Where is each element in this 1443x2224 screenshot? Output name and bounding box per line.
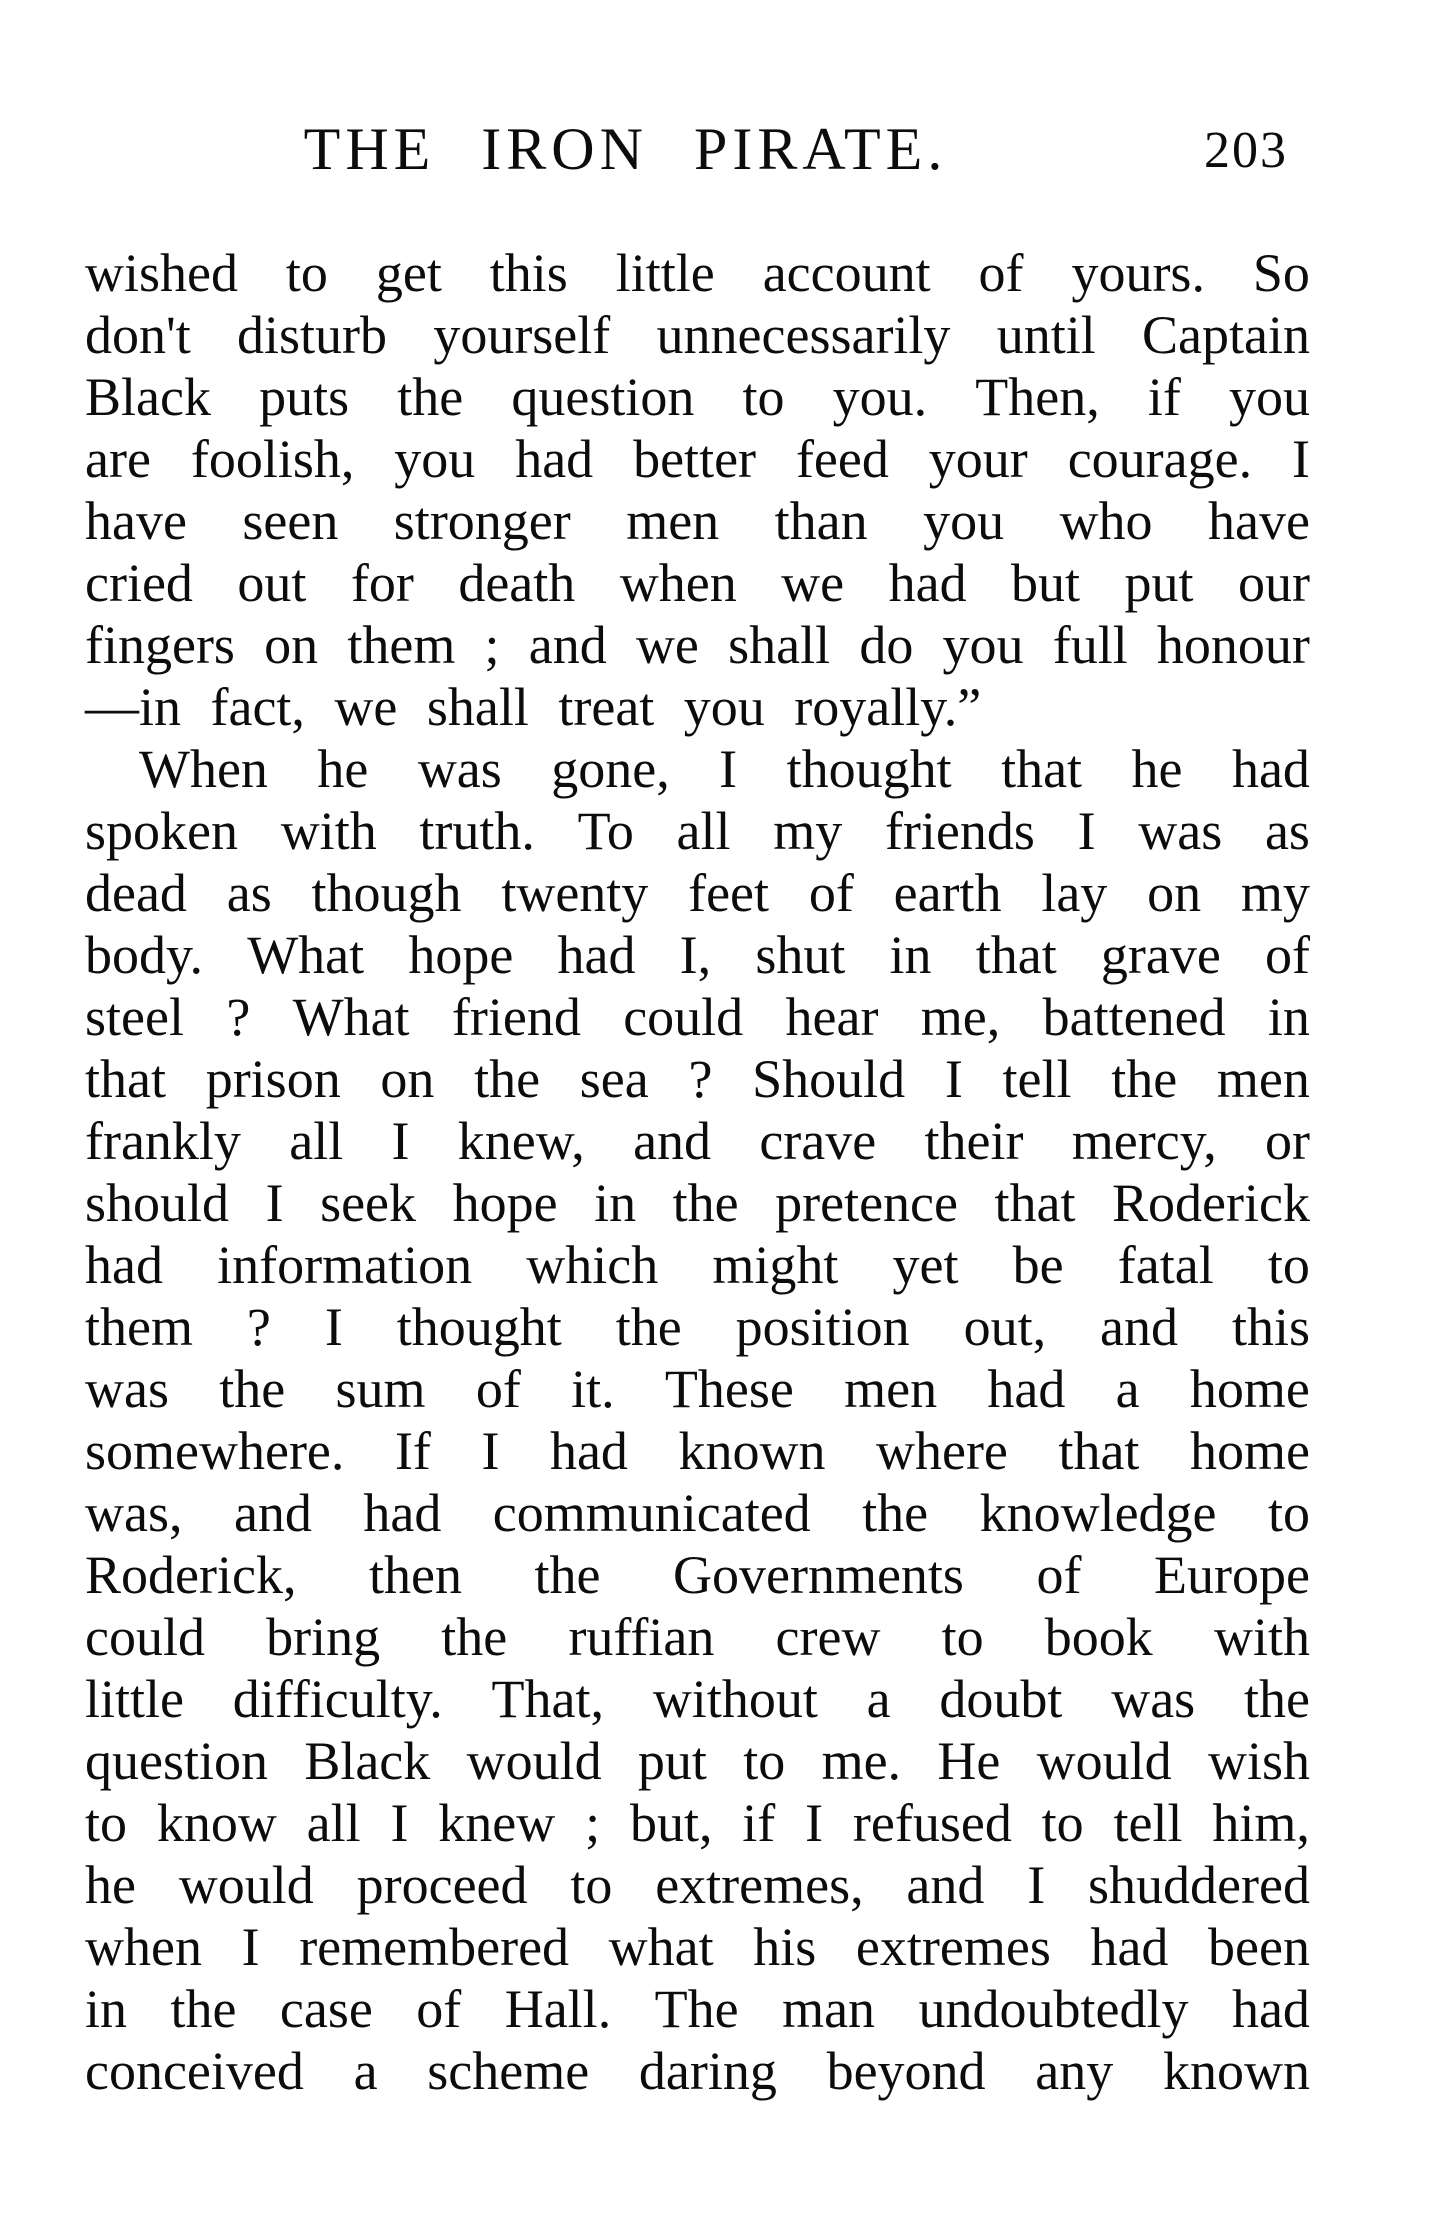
word: that [994, 1173, 1076, 1233]
word: I [944, 1049, 963, 1109]
word: Roderick [1112, 1173, 1310, 1233]
word: I [391, 1111, 410, 1171]
word: out [237, 553, 307, 613]
text-line [85, 1420, 1310, 1482]
word: information [217, 1235, 473, 1295]
word: this [489, 243, 568, 303]
word: He [937, 1731, 1001, 1791]
word: without [652, 1669, 818, 1729]
word: might [712, 1235, 839, 1295]
word: When [139, 739, 268, 799]
word: to [285, 243, 328, 303]
text-line [85, 1792, 1310, 1854]
word: if [742, 1793, 776, 1853]
word: daring [638, 2041, 777, 2101]
word: home [1189, 1421, 1310, 1481]
word: be [1012, 1235, 1064, 1295]
word: Europe [1154, 1545, 1310, 1605]
word: him, [1212, 1793, 1310, 1853]
word: as [226, 863, 272, 923]
word: better [633, 429, 757, 489]
word: the [1243, 1669, 1310, 1729]
word: and [633, 1111, 712, 1171]
word: What [247, 925, 365, 985]
word: position [735, 1297, 910, 1357]
word: should [85, 1173, 230, 1233]
word: difficulty. [232, 1669, 443, 1729]
word: courage. [1067, 429, 1253, 489]
word: dead [85, 863, 187, 923]
word: crave [759, 1111, 877, 1171]
word: doubt [939, 1669, 1063, 1729]
word: to [570, 1855, 613, 1915]
word: sea [579, 1049, 649, 1109]
word: had [888, 553, 967, 613]
word: all [306, 1793, 361, 1853]
word: but [1011, 553, 1081, 613]
word: was [85, 1359, 169, 1419]
word: his [753, 1917, 817, 1977]
word: known [1162, 2041, 1310, 2101]
word: question [511, 367, 695, 427]
text-line [85, 2040, 1310, 2102]
word: puts [259, 367, 350, 427]
word: truth. [419, 801, 535, 861]
word: foolish, [190, 429, 355, 489]
word: knowledge [979, 1483, 1217, 1543]
word: fingers [85, 615, 235, 675]
word: What [292, 987, 410, 1047]
word: battened [1042, 987, 1226, 1047]
word: could [85, 1607, 205, 1667]
word: to [742, 367, 785, 427]
word: I [1027, 1855, 1046, 1915]
word: who [1059, 491, 1153, 551]
word: I [1292, 429, 1310, 489]
word: So [1252, 243, 1310, 303]
word: had [363, 1483, 442, 1543]
text-line [85, 1730, 1310, 1792]
word: grave [1100, 925, 1221, 985]
word: remembered [299, 1917, 570, 1977]
word: Hall. [504, 1979, 612, 2039]
word: me. [821, 1731, 902, 1791]
word: to [743, 1731, 786, 1791]
word: friends [884, 801, 1035, 861]
word: That, [491, 1669, 605, 1729]
word: had [1231, 1979, 1310, 2039]
word: shut [755, 925, 846, 985]
word: could [623, 987, 744, 1047]
word: thought [396, 1297, 562, 1357]
word: or [1265, 1111, 1310, 1171]
word: man [782, 1979, 876, 2039]
word: little [85, 1669, 184, 1729]
word: he [1131, 739, 1183, 799]
word: when [619, 553, 737, 613]
word: ? [226, 987, 251, 1047]
word: knew [438, 1793, 556, 1853]
word: where [875, 1421, 1008, 1481]
word: I [265, 1173, 284, 1233]
word: in [594, 1173, 637, 1233]
word: If [394, 1421, 431, 1481]
text-line [85, 924, 1310, 986]
word: we [781, 553, 845, 613]
word: tell [1002, 1049, 1072, 1109]
word: These [664, 1359, 794, 1419]
text-line [85, 242, 1310, 304]
word: stronger [393, 491, 571, 551]
word: what [608, 1917, 714, 1977]
word: death [458, 553, 576, 613]
word: been [1208, 1917, 1310, 1977]
word: yet [892, 1235, 959, 1295]
word: Black [85, 367, 211, 427]
word: tell [1113, 1793, 1183, 1853]
word: that [85, 1049, 166, 1109]
text-line: —in fact, we shall treat you royally.” [85, 677, 982, 737]
word: little [615, 243, 715, 303]
word: in [85, 1979, 128, 2039]
word: hope [452, 1173, 558, 1233]
word: but, [629, 1793, 713, 1853]
word: question [85, 1731, 268, 1791]
word: proceed [356, 1855, 528, 1915]
word: had [1231, 739, 1310, 799]
word: known [678, 1421, 826, 1481]
word: friend [451, 987, 581, 1047]
word: men [626, 491, 720, 551]
text-line [85, 490, 1310, 552]
page-title: THE IRON PIRATE. [303, 116, 948, 182]
word: cried [85, 553, 193, 613]
page-number: 203 [1204, 122, 1288, 179]
word: disturb [237, 305, 388, 365]
word: unnecessarily [656, 305, 951, 365]
text-line [85, 1172, 1310, 1234]
word: earth [893, 863, 1002, 923]
word: I, [679, 925, 712, 985]
word: feet [688, 863, 770, 923]
word: we [635, 615, 699, 675]
word: the [441, 1607, 508, 1667]
word: feed [795, 429, 889, 489]
word: a [1115, 1359, 1140, 1419]
word: and [906, 1855, 985, 1915]
word: mercy, [1071, 1111, 1217, 1171]
word: then [368, 1545, 462, 1605]
word: home [1189, 1359, 1310, 1419]
word: somewhere. [85, 1421, 345, 1481]
page-text [85, 242, 1310, 2102]
word: all [676, 801, 731, 861]
word: Black [304, 1731, 431, 1791]
word: and [1100, 1297, 1179, 1357]
word: seek [320, 1173, 417, 1233]
word: their [924, 1111, 1024, 1171]
word: lay [1041, 863, 1108, 923]
word: would [466, 1731, 602, 1791]
word: are [85, 429, 151, 489]
word: ? [688, 1049, 713, 1109]
word: was [1111, 1669, 1196, 1729]
word: my [773, 801, 843, 861]
page-header [85, 118, 1310, 180]
word: Captain [1142, 305, 1310, 365]
word: the [672, 1173, 739, 1233]
word: that [975, 925, 1057, 985]
word: fatal [1117, 1235, 1214, 1295]
word: it. [571, 1359, 615, 1419]
text-line [85, 366, 1310, 428]
word: as [1264, 801, 1310, 861]
text-line [85, 1978, 1310, 2040]
word: bring [266, 1607, 381, 1667]
text-line [85, 1048, 1310, 1110]
word: a [866, 1669, 891, 1729]
word: of [475, 1359, 521, 1419]
word: seen [242, 491, 339, 551]
text-line [85, 738, 1310, 800]
word: had [549, 1421, 628, 1481]
text-line [85, 1358, 1310, 1420]
text-line [85, 614, 1310, 676]
text-line [85, 862, 1310, 924]
word: Governments [673, 1545, 964, 1605]
word: I [805, 1793, 824, 1853]
word: my [1240, 863, 1310, 923]
word: book [1044, 1607, 1153, 1667]
word: when [85, 1917, 202, 1977]
word: you [923, 491, 1005, 551]
word: wished [85, 243, 238, 303]
text-line [85, 1234, 1310, 1296]
word: our [1238, 553, 1310, 613]
text-line [85, 1296, 1310, 1358]
word: to [1267, 1235, 1310, 1295]
word: yourself [433, 305, 611, 365]
word: hope [408, 925, 514, 985]
word: you. [832, 367, 928, 427]
text-line [85, 1482, 1310, 1544]
word: of [978, 243, 1024, 303]
word: I [481, 1421, 500, 1481]
text-line [85, 552, 1310, 614]
word: extremes, [655, 1855, 864, 1915]
word: To [577, 801, 634, 861]
word: on [264, 615, 319, 675]
word: them [347, 615, 456, 675]
word: put [1124, 553, 1194, 613]
word: had [85, 1235, 163, 1295]
word: steel [85, 987, 184, 1047]
word: of [1265, 925, 1310, 985]
word: and [528, 615, 607, 675]
word: I [324, 1297, 343, 1357]
word: out, [963, 1297, 1047, 1357]
word: you [942, 615, 1024, 675]
word: the [219, 1359, 286, 1419]
word: Roderick, [85, 1545, 297, 1605]
word: was, [85, 1483, 183, 1543]
word: with [1213, 1607, 1310, 1667]
word: though [311, 863, 462, 923]
word: you [394, 429, 476, 489]
word: ruffian [568, 1607, 715, 1667]
word: account [762, 243, 931, 303]
word: yours. [1071, 243, 1205, 303]
word: gone, [551, 739, 670, 799]
text-line [85, 1110, 1310, 1172]
word: to [941, 1607, 984, 1667]
word: case [279, 1979, 373, 2039]
word: I [719, 739, 738, 799]
word: the [862, 1483, 929, 1543]
word: had [1090, 1917, 1169, 1977]
word: which [526, 1235, 659, 1295]
word: had [515, 429, 594, 489]
word: that [1058, 1421, 1140, 1481]
word: don't [85, 305, 191, 365]
word: I [241, 1917, 260, 1977]
word: to [1267, 1483, 1310, 1543]
word: and [233, 1483, 312, 1543]
word: of [808, 863, 854, 923]
word: knew, [457, 1111, 585, 1171]
word: refused [852, 1793, 1012, 1853]
word: until [996, 305, 1096, 365]
word: frankly [85, 1111, 241, 1171]
word: thought [786, 739, 952, 799]
word: men [844, 1359, 938, 1419]
word: on [380, 1049, 435, 1109]
word: know [156, 1793, 277, 1853]
word: in [1267, 987, 1310, 1047]
word: was [417, 739, 502, 799]
word: The [654, 1979, 739, 2039]
word: the [397, 367, 464, 427]
word: ? [246, 1297, 271, 1357]
word: extremes [855, 1917, 1051, 1977]
text-line [85, 800, 1310, 862]
text-line [85, 1668, 1310, 1730]
word: you [1228, 367, 1310, 427]
word: to [85, 1793, 128, 1853]
word: in [889, 925, 932, 985]
text-line [85, 304, 1310, 366]
word: do [859, 615, 914, 675]
word: than [774, 491, 868, 551]
word: wish [1207, 1731, 1310, 1791]
word: he [317, 739, 369, 799]
word: had [557, 925, 636, 985]
word: twenty [501, 863, 649, 923]
word: the [474, 1049, 541, 1109]
word: honour [1156, 615, 1310, 675]
word: have [85, 491, 187, 551]
word: hear [785, 987, 879, 1047]
word: this [1231, 1297, 1310, 1357]
word: prison [205, 1049, 341, 1109]
word: the [1111, 1049, 1178, 1109]
word: communicated [492, 1483, 811, 1543]
word: undoubtedly [918, 1979, 1189, 2039]
word: I [1077, 801, 1096, 861]
text-line [85, 986, 1310, 1048]
word: the [615, 1297, 682, 1357]
word: all [289, 1111, 344, 1171]
word: if [1147, 367, 1181, 427]
word: scheme [427, 2041, 590, 2101]
word: had [987, 1359, 1066, 1419]
word: pretence [775, 1173, 958, 1233]
word: full [1052, 615, 1128, 675]
word: have [1207, 491, 1310, 551]
word: a [353, 2041, 378, 2101]
word: Should [752, 1049, 906, 1109]
word: for [350, 553, 414, 613]
word: shuddered [1088, 1855, 1310, 1915]
word: body. [85, 925, 203, 985]
word: conceived [85, 2041, 304, 2101]
word: crew [775, 1607, 881, 1667]
word: to [1041, 1793, 1084, 1853]
text-line [85, 1916, 1310, 1978]
word: was [1138, 801, 1223, 861]
text-line [85, 1606, 1310, 1668]
word: ; [585, 1793, 601, 1853]
word: of [416, 1979, 462, 2039]
text-line [85, 428, 1310, 490]
word: men [1216, 1049, 1310, 1109]
word: spoken [85, 801, 238, 861]
word: of [1036, 1545, 1082, 1605]
text-line [85, 1854, 1310, 1916]
word: the [170, 1979, 237, 2039]
word: on [1147, 863, 1202, 923]
word: would [178, 1855, 314, 1915]
word: ; [484, 615, 500, 675]
word: he [85, 1855, 136, 1915]
word: with [280, 801, 377, 861]
word: put [637, 1731, 707, 1791]
word: shall [728, 615, 831, 675]
word: beyond [826, 2041, 986, 2101]
word: them [85, 1297, 193, 1357]
word: me, [920, 987, 1001, 1047]
word: your [928, 429, 1028, 489]
word: get [375, 243, 442, 303]
word: any [1035, 2041, 1114, 2101]
word: would [1036, 1731, 1172, 1791]
word: I [390, 1793, 409, 1853]
word: Then, [975, 367, 1100, 427]
text-line [85, 1544, 1310, 1606]
word: the [534, 1545, 601, 1605]
word: sum [335, 1359, 426, 1419]
word: that [1001, 739, 1083, 799]
